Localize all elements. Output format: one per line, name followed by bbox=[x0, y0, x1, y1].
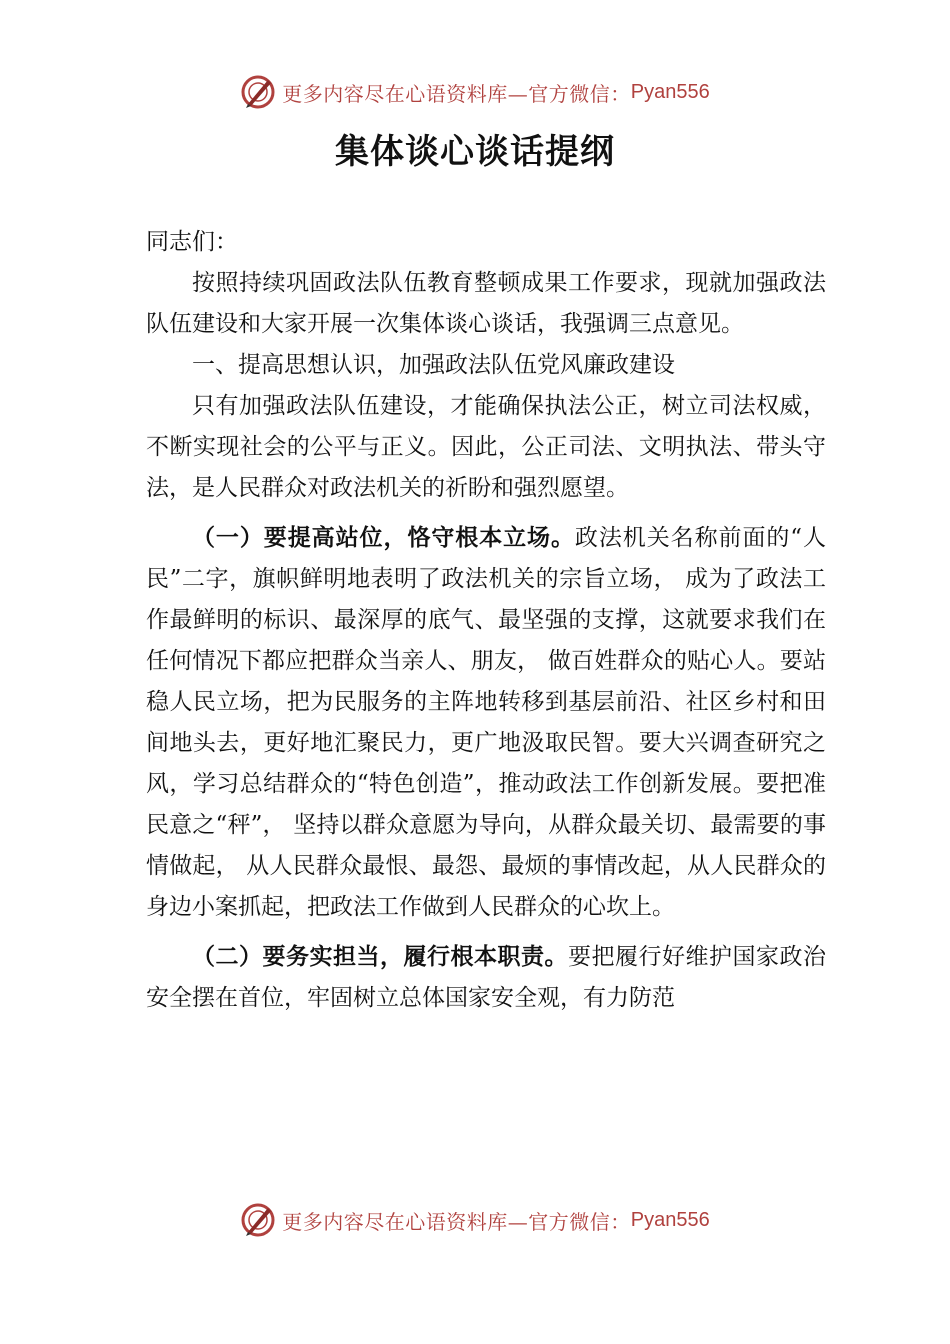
subsection-1-text: 政法机关名称前面的“人民”二字，旗帜鲜明地表明了政法机关的宗旨立场， 成为了政法工作最鲜明的标识、最深厚的底气、最坚强的支撑，这就要求我们在任何情况下都应把群众当亲人、朋友， 做百姓群众的贴心人。要站稳人民立场，把为民服务的主阵地转移到基层前沿、社区乡村和田间地头去，更好地汇聚民力，更广地汲取民智。要大兴调查研究之风，学习总结群众的“特色创造”，推动政法工作创新发展。要把准民意之“秤”， 坚持以群众意愿为导向，从群众最关切、最需要的事情做起， 从人民群众最恨、最怨、最烦的事情改起，从人民群众的身边小案抓起，把政法工作做到人民群众的心坎上。 bbox=[146, 525, 827, 920]
subsection-2-text: 要把履行好维护国家政治安全摆在首位，牢固树立总体国家安全观，有力防范 bbox=[146, 944, 826, 1011]
header-banner bbox=[0, 72, 950, 112]
subsection-1 bbox=[146, 517, 826, 928]
pen-seal-logo-icon bbox=[240, 1202, 276, 1238]
subsection-2 bbox=[146, 936, 826, 1019]
footer-banner bbox=[0, 1200, 950, 1240]
intro-paragraph: 按照持续巩固政法队伍教育整顿成果工作要求，现就加强政法队伍建设和大家开展一次集体谈心谈话，我强调三点意见。 bbox=[146, 270, 826, 337]
section-heading: 一、提高思想认识，加强政法队伍党风廉政建设 bbox=[192, 352, 675, 378]
document-title: 集体谈心谈话提纲 bbox=[335, 132, 615, 172]
banner-wechat-id: Pyan556 bbox=[630, 1208, 710, 1231]
banner-wechat-id: Pyan556 bbox=[630, 80, 710, 103]
document-body bbox=[146, 222, 826, 1019]
banner-text: 更多内容尽在心语资料库—官方微信： bbox=[282, 1209, 631, 1234]
section-paragraph: 只有加强政法队伍建设，才能确保执法公正，树立司法权威，不断实现社会的公平与正义。因此，公正司法、文明执法、带头守法，是人民群众对政法机关的祈盼和强烈愿望。 bbox=[146, 393, 826, 501]
pen-seal-logo-icon bbox=[240, 74, 276, 110]
subsection-1-heading: （一）要提高站位，恪守根本立场。 bbox=[192, 524, 575, 550]
salutation: 同志们： bbox=[146, 229, 238, 255]
banner-text: 更多内容尽在心语资料库—官方微信： bbox=[282, 81, 631, 106]
subsection-2-heading: （二）要务实担当，履行根本职责。 bbox=[192, 943, 568, 969]
